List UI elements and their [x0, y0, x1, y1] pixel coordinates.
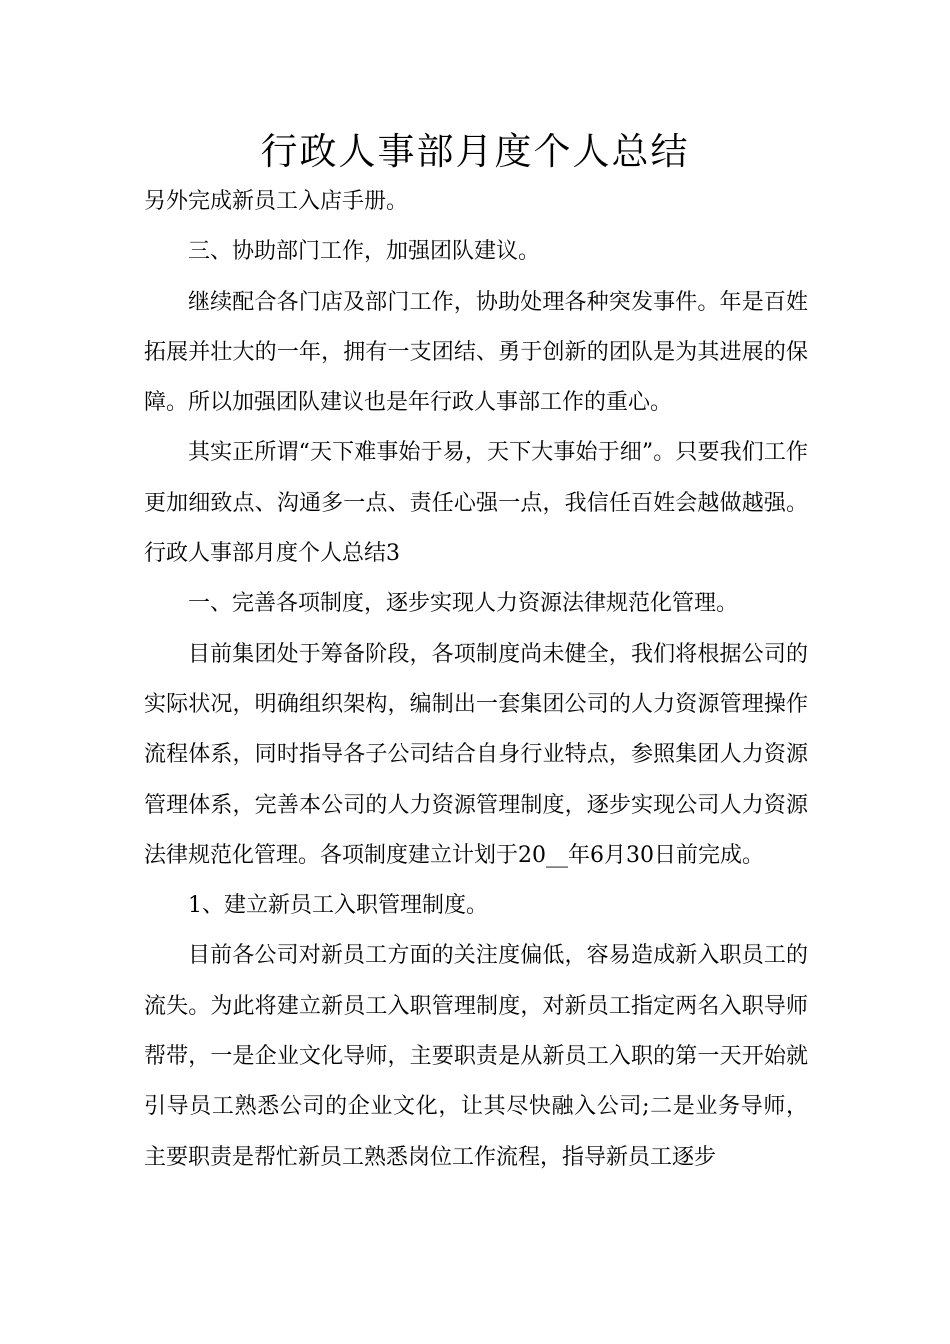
paragraph: 另外完成新员工入店手册。	[144, 189, 409, 214]
document-title: 行政人事部月度个人总结	[260, 130, 690, 173]
paragraph: 三、协助部门工作，加强团队建议。	[188, 239, 541, 265]
paragraph: 继续配合各门店及部门工作，协助处理各种突发事件。年是百姓拓展并壮大的一年，拥有一支团结、勇于创新的团队是为其进展的保障。所以加强团队建议也是年行政人事部工作的重心。	[144, 289, 808, 416]
paragraph: 一、完善各项制度，逐步实现人力资源法律规范化管理。	[188, 591, 739, 617]
document-body	[144, 177, 808, 1183]
paragraph: 目前集团处于筹备阶段，各项制度尚未健全，我们将根据公司的实际状况，明确组织架构，编制出一套集团公司的人力资源管理操作流程体系，同时指导各子公司结合自身行业特点，参照集团人力资源管理体系，完善本公司的人力资源管理制度，逐步实现公司人力资源法律规范化管理。各项制度建立计划于20__年6月30日前完成。	[144, 641, 808, 868]
paragraph: 1、建立新员工入职管理制度。	[188, 893, 488, 919]
paragraph: 目前各公司对新员工方面的关注度偏低，容易造成新入职员工的流失。为此将建立新员工入职管理制度，对新员工指定两名入职导师帮带，一是企业文化导师，主要职责是从新员工入职的第一天开始就引导员工熟悉公司的企业文化，让其尽快融入公司;二是业务导师，主要职责是帮忙新员工熟悉岗位工作流程，指导新员工逐步	[144, 943, 808, 1170]
paragraph: 其实正所谓“天下难事始于易，天下大事始于细”。只要我们工作更加细致点、沟通多一点、责任心强一点，我信任百姓会越做越强。行政人事部月度个人总结3	[144, 440, 808, 567]
